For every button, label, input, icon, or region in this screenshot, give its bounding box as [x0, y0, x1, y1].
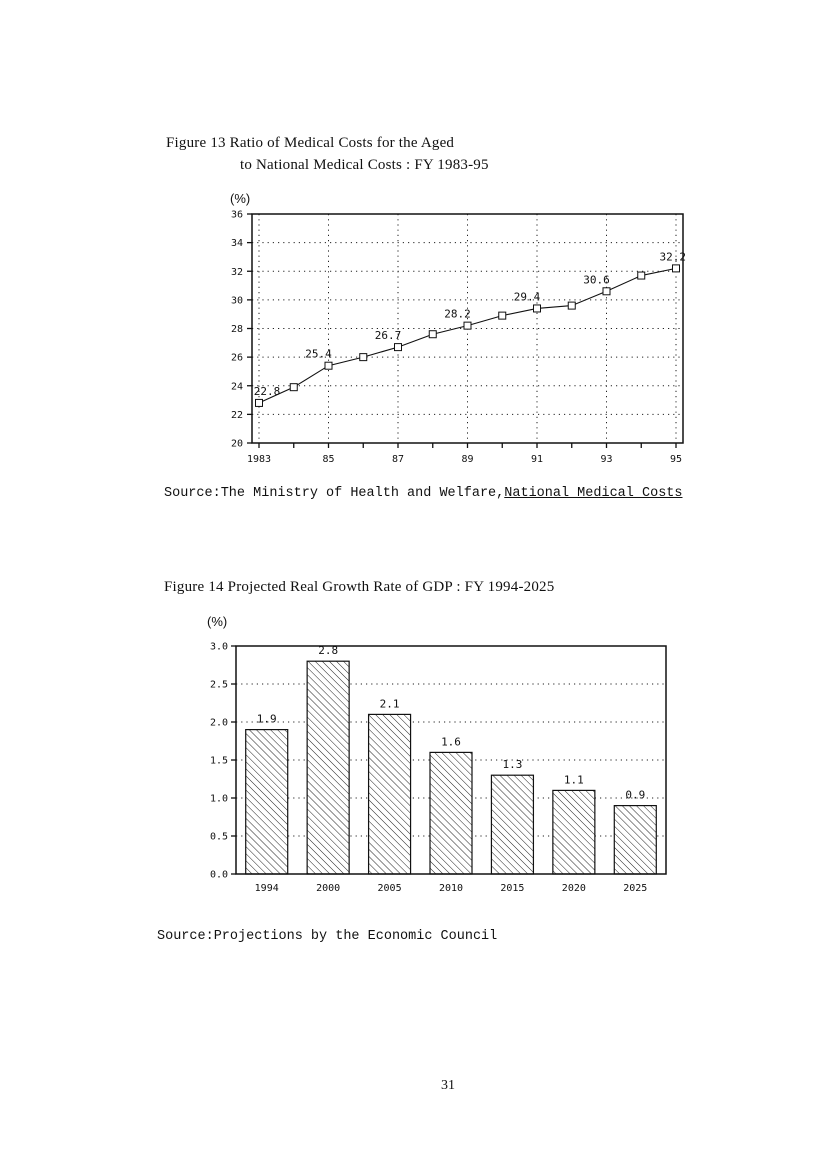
figure14-data-label: 2.1 — [379, 697, 400, 711]
figure14-bar — [491, 775, 533, 874]
figure14-x-tick-label: 1994 — [254, 883, 279, 894]
figure13-y-tick-label: 32 — [230, 266, 243, 278]
figure13-data-label: 26.7 — [374, 329, 402, 343]
figure14-y-tick-label: 0.0 — [209, 869, 228, 881]
figure14-data-label: 1.9 — [256, 712, 277, 726]
figure13-x-tick-label: 91 — [530, 454, 544, 465]
figure14-source: Source:Projections by the Economic Council — [157, 929, 498, 944]
figure14-data-label: 1.1 — [563, 773, 584, 787]
figure14-x-tick-label: 2005 — [377, 883, 402, 894]
page-number: 31 — [441, 1078, 455, 1093]
figure13-y-tick-label: 30 — [230, 295, 243, 307]
figure14-data-label: 1.6 — [441, 735, 461, 749]
figure14-x-tick-label: 2020 — [561, 883, 586, 894]
figure13-data-label: 28.2 — [444, 307, 471, 321]
figure13-x-tick-label: 95 — [669, 454, 683, 465]
figure14-bar — [307, 661, 349, 874]
figure13-x-tick-label: 85 — [322, 454, 335, 465]
figure13-data-label: 25.4 — [305, 347, 332, 361]
figure14-bars — [246, 661, 657, 874]
figure14-bar — [553, 790, 595, 874]
figure14-data-label: 1.3 — [502, 758, 523, 772]
figure13-y-tick-label: 24 — [230, 381, 243, 393]
figure13-x-tick-label: 93 — [600, 454, 613, 465]
figure13-y-tick-label: 26 — [230, 352, 243, 364]
figure13-unit-label: (%) — [230, 191, 251, 206]
figure14-y-tick-label: 1.0 — [209, 793, 228, 805]
figure13-title-line1: Figure 13 Ratio of Medical Costs for the Aged — [166, 135, 455, 151]
figure14-data-label: 2.8 — [318, 644, 339, 658]
figure13-data-label: 22.8 — [253, 384, 281, 398]
figure14-y-tick-label: 1.5 — [209, 755, 228, 767]
figure14-bar — [614, 806, 656, 874]
figure13-x-tick-label: 87 — [391, 454, 405, 465]
figure13-y-tick-label: 20 — [230, 438, 243, 450]
figure13-x-tick-label: 1983 — [246, 454, 272, 465]
figure13-data-label: 32.2 — [659, 250, 686, 264]
figure14-y-tick-label: 3.0 — [209, 641, 228, 653]
figure13-source-title: National Medical Costs — [504, 486, 683, 501]
figure14-y-tick-label: 0.5 — [209, 831, 228, 843]
figure14-x-tick-label: 2000 — [316, 883, 341, 894]
figure14-x-tick-label: 2010 — [438, 883, 464, 894]
figure14-data-label: 0.9 — [625, 788, 646, 802]
figure14-unit-label: (%) — [207, 614, 228, 629]
figure14-bar — [430, 752, 472, 874]
figure13-title-line2: to National Medical Costs : FY 1983-95 — [240, 157, 489, 173]
figure14-bar — [369, 714, 411, 874]
figure13-y-tick-label: 28 — [230, 324, 243, 335]
figure13-y-tick-label: 36 — [230, 209, 243, 221]
figure13-data-label: 30.6 — [583, 273, 610, 287]
figure14-title: Figure 14 Projected Real Growth Rate of GDP : FY 1994-2025 — [164, 579, 555, 595]
figure14-y-tick-label: 2.5 — [209, 679, 228, 691]
figure13-y-tick-label: 22 — [230, 409, 243, 421]
figure14-bar — [246, 730, 288, 874]
figure13-y-tick-label: 34 — [230, 238, 243, 250]
figure14-y-tick-label: 2.0 — [209, 717, 228, 729]
figure13-source-prefix: Source:The Ministry of Health and Welfare, — [164, 486, 505, 501]
figure13-data-label: 29.4 — [513, 290, 541, 304]
figure14-x-tick-label: 2025 — [623, 883, 648, 894]
figure14-x-tick-label: 2015 — [500, 883, 525, 894]
figure13-x-tick-label: 89 — [461, 454, 474, 465]
